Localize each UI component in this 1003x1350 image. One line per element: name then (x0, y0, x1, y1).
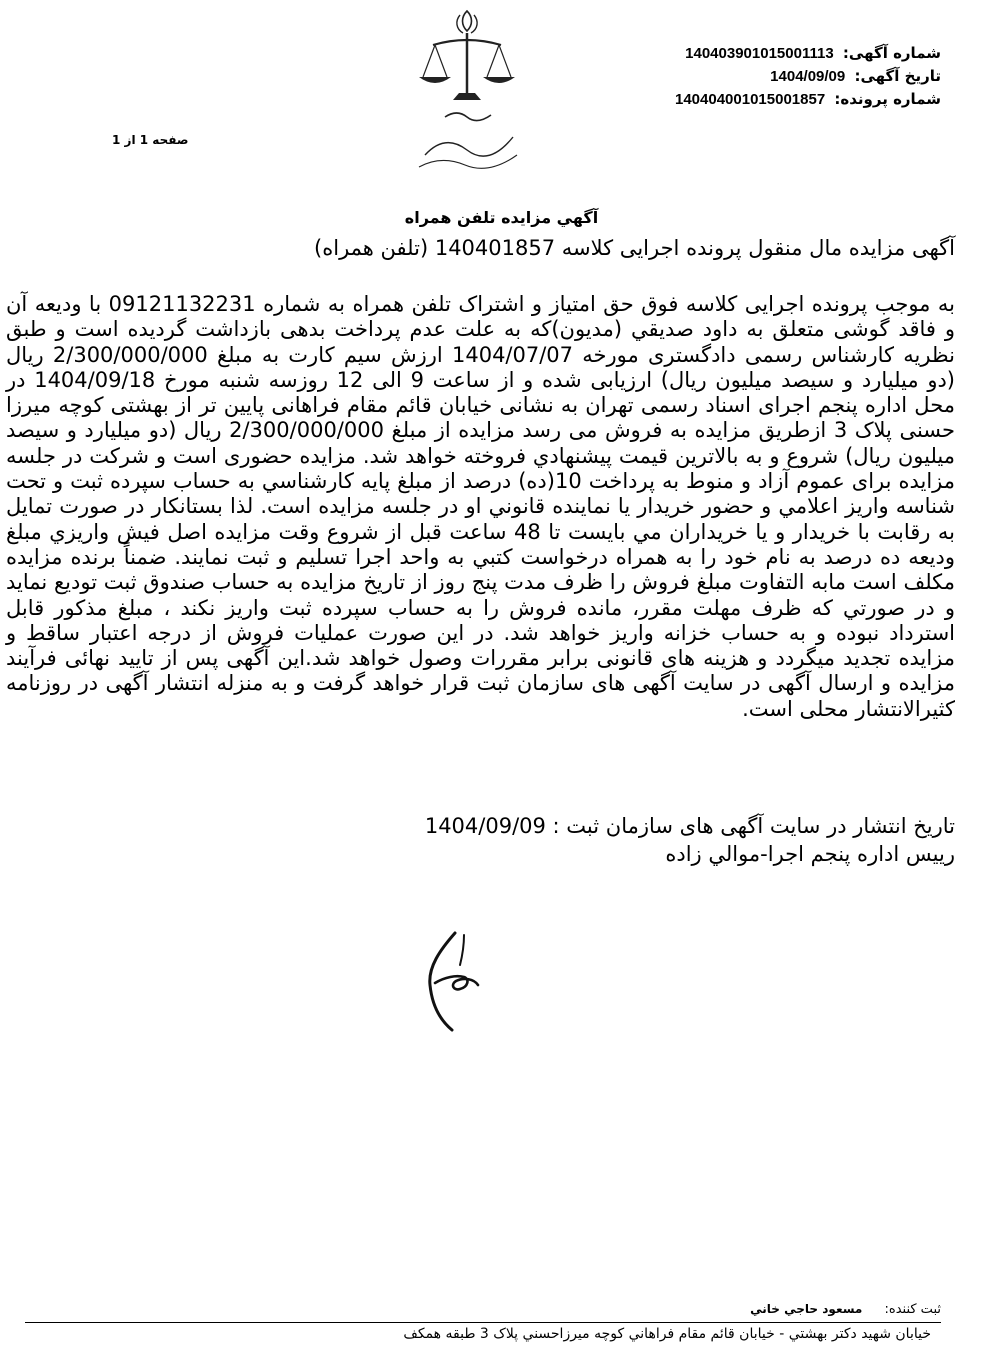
judiciary-emblem-logo (405, 5, 530, 180)
ad-number-row (675, 42, 941, 65)
page-number: صفحه 1 از 1 (112, 133, 189, 147)
registrar-label: ثبت کننده: (884, 1302, 941, 1317)
publication-date-line: تاریخ انتشار در سایت آگهی های سازمان ثبت : 1404/09/09 (424, 814, 955, 838)
ad-date-label: تاریخ آگهی: (854, 67, 941, 85)
case-number: 140404001015001857 (675, 91, 826, 108)
handwritten-signature (360, 905, 510, 1045)
signer-title: رییس اداره پنجم اجرا-موالي زاده (665, 842, 955, 866)
office-address: خيابان شهيد دکتر بهشتي - خيابان قائم مقام فراهاني کوچه ميرزاحسني پلاک 3 طبقه همکف (403, 1326, 931, 1342)
case-number-label: شماره پرونده: (834, 90, 941, 108)
notice-subtitle: آگهی مزایده مال منقول پرونده اجرایی کلاسه 140401857 (تلفن همراه) (314, 236, 955, 260)
case-number-row (675, 88, 941, 111)
ad-number-label: شماره آگهی: (842, 44, 941, 62)
ad-metadata (675, 42, 941, 111)
ad-date: 1404/09/09 (770, 68, 846, 85)
registrar-name: مسعود حاجي خاني (750, 1302, 863, 1316)
notice-body-paragraph: به موجب پرونده اجرایی کلاسه فوق حق امتیاز و اشتراک تلفن همراه به شماره 09121132231 با ودیعه آن و فاقد گوشی متعلق به داود صديقي (مديون)که به علت عدم پرداخت بدهی بازداشت گردیده است و طبق نظریه کارشناس رسمی دادگستری مورخه 1404/07/07 ارزش سیم کارت به مبلغ 2/300/000/000 ریال (دو میلیارد و سیصد میلیون ریال) ارزیابی شده و از ساعت 9 الی 12 روزسه شنبه مورخ 1404/09/18 در محل اداره پنجم اجرای اسناد رسمی تهران به نشانی خیابان قائم مقام فراهانی پایین تر از بهشتی کوچه میرزا حسنی پلاک 3 ازطریق مزایده به فروش می رسد مزایده از مبلغ 2/300/000/000 ریال (دو میلیارد و سیصد میلیون ریال) شروع و به بالاترین قیمت پیشنهادي فروخته خواهد شد. مزایده حضوری است و شرکت در جلسه مزایده برای عموم آزاد و منوط به پرداخت 10(ده) درصد از مبلغ پایه کارشناسي به حساب سپرده ثبت و تحت شناسه واريز اعلامي و حضور خريدار يا نماينده قانوني او در جلسه مزايده است. لذا بستانكار در صورت تمايل به رقابت با خريدار و يا خريداران مي بايست تا 48 ساعت قبل از شروع وقت مزايده اصل فيش واريزي مبلغ وديعه ده درصد به نام خود را به همراه درخواست كتبي به واحد اجرا تسليم و ثبت نمايند. ضمناً برنده مزایده مکلف است مابه التفاوت مبلغ فروش را ظرف مدت پنج روز از تاریخ مزایده به حساب صندوق ثبت توديع نمايد و در صورتي كه ظرف مهلت مقرر، مانده فروش را به حساب سپرده ثبت واریز نکند ، مبلغ مذکور قابل استرداد نبوده و به حساب خزانه واریز خواهد شد. در این صورت عملیات فروش از درجه اعتبار ساقط و مزایده تجدید میگردد و هزینه های قانونی برابر مقررات وصول خواهد شد.این آگهی پس از تایید نهائی فرآیند مزایده و ارسال آگهی در سایت آگهی های سازمان ثبت قرار خواهد گرفت و به منزله انتشار آگهی در روزنامه کثیرالانتشار محلی است. (6, 292, 956, 721)
notice-title: آگهي مزايده تلفن همراه (404, 208, 599, 227)
ad-date-row (675, 65, 941, 88)
footer-divider (25, 1322, 941, 1323)
ad-number: 14040390101500111‎3 (685, 45, 834, 62)
registrar (750, 1302, 941, 1317)
notice-body (6, 292, 955, 722)
